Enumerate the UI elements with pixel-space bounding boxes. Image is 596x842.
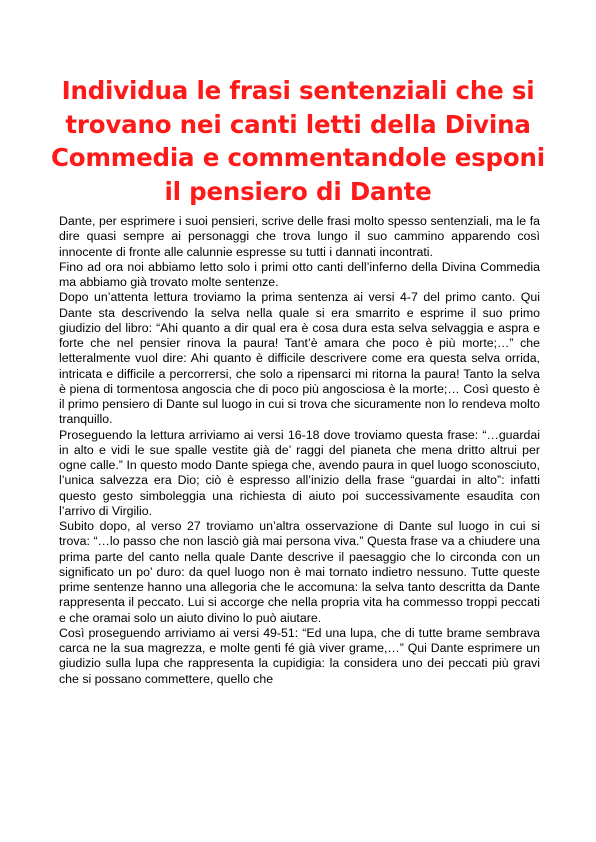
document-body <box>59 214 540 687</box>
paragraph: Così proseguendo arriviamo ai versi 49-51: “Ed una lupa, che di tutte brame sembrava carca ne la sua magrezza, e molte genti fé già viver grame,…” Qui Dante esprimere un giudizio sulla lupa che rappresenta la cupidigia: la considera uno dei peccati più gravi che si possano commettere, quello che <box>59 625 540 686</box>
paragraph: Dante, per esprimere i suoi pensieri, scrive delle frasi molto spesso sentenziali, ma le fa dire quasi sempre ai personaggi che trova lungo il suo cammino apparendo così innocente di fronte alle calunnie espresse su tutti i dannati incontrati. <box>59 214 540 259</box>
paragraph: Proseguendo la lettura arriviamo ai versi 16-18 dove troviamo questa frase: “…guardai in alto e vidi le sue spalle vestite già de’ raggi del pianeta che mena dritto altrui per ogne calle.” In questo modo Dante spiega che, avendo paura in quel luogo sconosciuto, l’unica salvezza era Dio; ciò è espresso all’inizio della frase “guardai in alto”: infatti questo gesto simboleggia una richiesta di aiuto poi successivamente esaudita con l’arrivo di Virgilio. <box>59 427 540 518</box>
paragraph: Dopo un’attenta lettura troviamo la prima sentenza ai versi 4-7 del primo canto. Qui Dante sta descrivendo la selva nella quale si era smarrito e esprime il suo primo giudizio del libro: “Ahi quanto a dir qual era è cosa dura esta selva selvaggia e aspra e forte che nel pensier rinova la paura! Tant’è amara che poco è più morte;…” che letteralmente vuol dire: Ahi quanto è difficile descrivere come era questa selva orrida, intricata e difficile a percorrersi, che solo a ripensarci mi ritorna la paura! Tanto la selva è piena di tormentosa angoscia che di poco più angosciosa è la morte;… Così questo è il primo pensiero di Dante sul luogo in cui si trova che sicuramente non lo rendeva molto tranquillo. <box>59 290 540 427</box>
document-title: Individua le frasi sentenziali che si trovano nei canti letti della Divina Commedia e commentandole esponi il pensiero di Dante <box>51 76 545 206</box>
paragraph: Fino ad ora noi abbiamo letto solo i primi otto canti dell’inferno della Divina Commedia ma abbiamo già trovato molte sentenze. <box>59 259 540 289</box>
paragraph: Subito dopo, al verso 27 troviamo un’altra osservazione di Dante sul luogo in cui si trova: “…lo passo che non lasciò già mai persona viva.” Questa frase va a chiudere una prima parte del canto nella quale Dante descrive il paesaggio che lo circonda con un significato un po’ duro: da quel luogo non è mai tornato indietro nessuno. Tutte queste prime sentenze hanno una allegoria che le accomuna: la selva tanto descritta da Dante rappresenta il peccato. Lui si accorge che nella propria vita ha commesso troppi peccati e che oramai solo un aiuto divino lo può aiutare. <box>59 519 540 625</box>
